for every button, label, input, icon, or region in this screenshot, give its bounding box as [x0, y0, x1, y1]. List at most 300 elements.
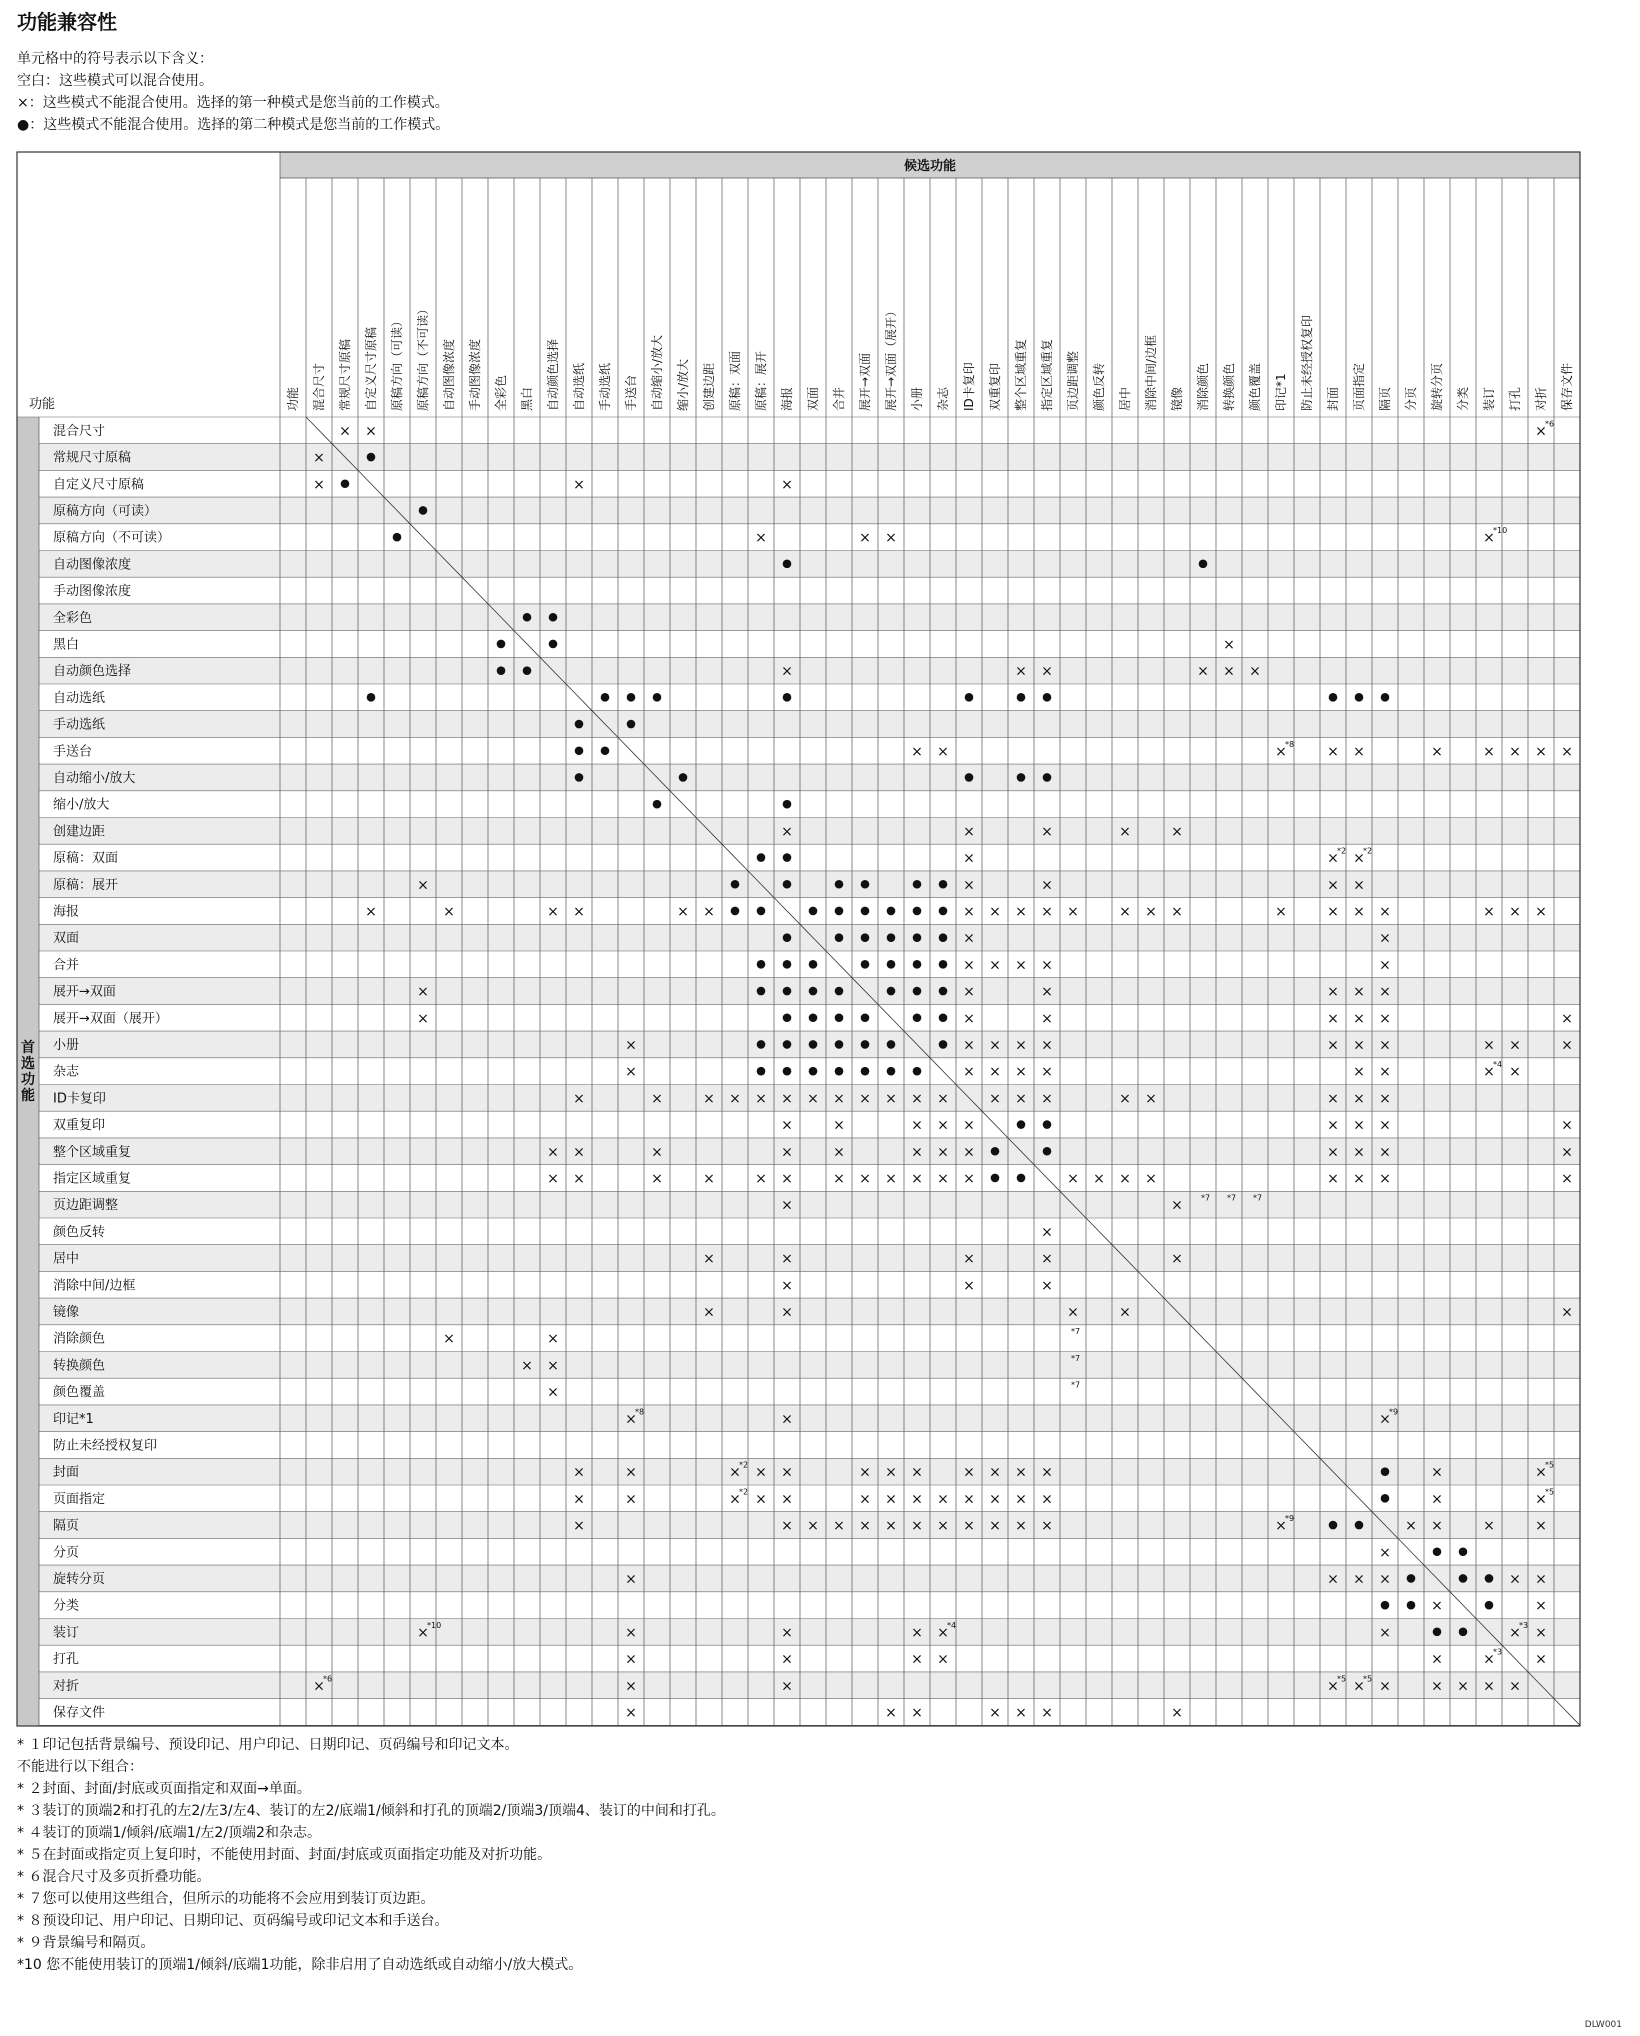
dot-mark [809, 907, 818, 916]
cross-mark: × [1431, 1651, 1443, 1668]
cross-mark: × [1041, 1464, 1053, 1481]
cross-mark: × [1015, 1704, 1027, 1721]
row-label: 消除颜色 [53, 1331, 106, 1347]
footnote-ref: *8 [635, 1407, 645, 1417]
dot-mark [861, 1040, 870, 1049]
row-band [39, 1405, 1580, 1432]
cross-mark: × [1067, 1304, 1079, 1321]
cross-mark: × [781, 1170, 793, 1187]
cross-mark: × [781, 1624, 793, 1641]
footnote-ref: *7 [1071, 1380, 1081, 1390]
cross-mark: × [573, 1464, 585, 1481]
dot-mark [861, 1013, 870, 1022]
row-label: 展开→双面（展开） [53, 1011, 168, 1027]
cross-mark: × [1041, 984, 1053, 1001]
cross-mark: × [625, 1651, 637, 1668]
cross-mark: × [1431, 1518, 1443, 1535]
cross-mark: × [1015, 903, 1027, 920]
cross-mark: × [1015, 663, 1027, 680]
column-header: 合并 [832, 386, 846, 411]
dot-mark [835, 1013, 844, 1022]
cross-mark: × [365, 903, 377, 920]
cross-mark: × [1041, 1037, 1053, 1054]
cross-mark: × [1119, 1090, 1131, 1107]
cross-mark: × [521, 1357, 533, 1374]
cross-mark: × [781, 1144, 793, 1161]
footnote: * ９背景编号和隔页。 [17, 1935, 155, 1951]
dot-mark [939, 1040, 948, 1049]
footnote: * ２封面、封面/封底或页面指定和双面→单面。 [17, 1781, 311, 1797]
column-header: 隔页 [1378, 386, 1392, 411]
cross-mark: × [755, 1464, 767, 1481]
cross-mark: × [1379, 1411, 1391, 1428]
cross-mark: × [1041, 1251, 1053, 1268]
dot-mark [835, 880, 844, 889]
cross-mark: × [1015, 1090, 1027, 1107]
cross-mark: × [1353, 984, 1365, 1001]
cross-mark: × [1119, 823, 1131, 840]
cross-mark: × [1041, 1491, 1053, 1508]
cross-mark: × [963, 1464, 975, 1481]
column-header: 全彩色 [494, 374, 508, 411]
cross-mark: × [911, 1170, 923, 1187]
cross-mark: × [937, 1651, 949, 1668]
cross-mark: × [963, 903, 975, 920]
cross-mark: × [1041, 1224, 1053, 1241]
dot-mark [913, 933, 922, 942]
row-label: 常规尺寸原稿 [53, 450, 132, 466]
cross-mark: × [755, 1090, 767, 1107]
column-header: 打孔 [1508, 386, 1522, 411]
row-label: 装订 [53, 1625, 80, 1641]
row-label: 小册 [53, 1037, 80, 1053]
cross-mark: × [417, 877, 429, 894]
cross-mark: × [1353, 1064, 1365, 1081]
row-label: 整个区域重复 [53, 1144, 132, 1160]
cross-mark: × [547, 1357, 559, 1374]
column-header: 镜像 [1170, 386, 1184, 411]
dot-mark [1329, 1521, 1338, 1530]
footnote: * ７您可以使用这些组合，但所示的功能将不会应用到装订页边距。 [17, 1891, 435, 1907]
footnote-ref: *3 [1519, 1620, 1529, 1630]
cross-mark: × [963, 1144, 975, 1161]
cross-mark: × [885, 1170, 897, 1187]
cross-mark: × [547, 1331, 559, 1348]
cross-mark: × [1535, 1598, 1547, 1615]
cross-mark: × [625, 1464, 637, 1481]
footnote: * ８预设印记、用户印记、日期印记、页码编号或印记文本和手送台。 [17, 1913, 449, 1929]
footnote-ref: *3 [1493, 1647, 1503, 1657]
diagonal-line [306, 417, 332, 444]
column-header: 杂志 [936, 386, 950, 411]
cross-mark: × [833, 1090, 845, 1107]
row-label: 展开→双面 [53, 984, 116, 1000]
footnote-ref: *10 [1493, 526, 1508, 536]
cross-mark: × [781, 1277, 793, 1294]
cross-mark: × [963, 930, 975, 947]
cross-mark: × [573, 1144, 585, 1161]
cross-mark: × [1509, 1037, 1521, 1054]
dot-mark [783, 933, 792, 942]
footnote-ref: *8 [1285, 739, 1295, 749]
column-header: 手动图像浓度 [468, 338, 482, 411]
cross-mark: × [885, 1704, 897, 1721]
footnote: * ５在封面或指定页上复印时，不能使用封面、封面/封底或页面指定功能及对折功能。 [17, 1847, 552, 1863]
row-band [39, 444, 1580, 471]
cross-mark: × [703, 1251, 715, 1268]
dot-mark [913, 1067, 922, 1076]
row-label: 分类 [53, 1598, 80, 1614]
cross-mark: × [1353, 1010, 1365, 1027]
dot-mark [887, 960, 896, 969]
cross-mark: × [989, 1518, 1001, 1535]
dot-mark [627, 693, 636, 702]
cross-mark: × [989, 903, 1001, 920]
cross-mark: × [911, 1651, 923, 1668]
diagonal-line [514, 631, 540, 658]
column-header: 缩小/放大 [676, 358, 690, 411]
cross-mark: × [1379, 1624, 1391, 1641]
row-label: 自动图像浓度 [53, 557, 132, 573]
row-band [39, 818, 1580, 845]
dot-mark [497, 640, 506, 649]
dot-mark [549, 640, 558, 649]
cross-mark: × [781, 1678, 793, 1695]
cross-mark: × [1327, 1678, 1339, 1695]
row-label: 混合尺寸 [53, 423, 106, 439]
column-header: 双面 [806, 386, 820, 411]
cross-mark: × [963, 1491, 975, 1508]
cross-mark: × [963, 984, 975, 1001]
cross-mark: × [677, 903, 689, 920]
row-band [39, 551, 1580, 578]
cross-mark: × [1379, 984, 1391, 1001]
dot-mark [783, 960, 792, 969]
cross-mark: × [963, 1037, 975, 1054]
footnote-ref: *7 [1201, 1193, 1211, 1203]
column-header: 防止未经授权复印 [1300, 314, 1314, 411]
cross-mark: × [625, 1571, 637, 1588]
cross-mark: × [937, 1144, 949, 1161]
cross-mark: × [1561, 1117, 1573, 1134]
page-title: 功能兼容性 [17, 10, 117, 34]
dot-mark [731, 907, 740, 916]
dot-mark [341, 479, 350, 488]
dot-mark [835, 987, 844, 996]
row-label: 旋转分页 [53, 1571, 106, 1587]
cross-mark: × [989, 1090, 1001, 1107]
dot-mark [861, 1067, 870, 1076]
column-header: 原稿：展开 [754, 350, 768, 411]
cross-mark: × [1223, 636, 1235, 653]
column-header: 展开→双面 [858, 352, 872, 411]
cross-mark: × [989, 957, 1001, 974]
cross-mark: × [885, 1090, 897, 1107]
cross-mark: × [625, 1411, 637, 1428]
cross-mark: × [885, 1518, 897, 1535]
column-header: 旋转分页 [1430, 362, 1444, 411]
dot-mark [783, 800, 792, 809]
cross-mark: × [859, 1491, 871, 1508]
dot-mark [939, 1013, 948, 1022]
row-band [39, 604, 1580, 631]
dot-mark [887, 1040, 896, 1049]
dot-mark [835, 1040, 844, 1049]
row-label: 自动缩小/放大 [53, 770, 136, 786]
dot-mark [783, 853, 792, 862]
column-header: 小册 [910, 386, 924, 411]
cross-mark: × [755, 530, 767, 547]
legend-line: ●：这些模式不能混合使用。选择的第二种模式是您当前的工作模式。 [17, 117, 450, 133]
cross-mark: × [1379, 1064, 1391, 1081]
diagonal-line [1138, 1271, 1164, 1298]
row-label: 页面指定 [53, 1491, 106, 1507]
footnote-ref: *7 [1071, 1353, 1081, 1363]
row-group-label-char: 功 [21, 1072, 35, 1089]
dot-mark [497, 666, 506, 675]
dot-mark [809, 1067, 818, 1076]
row-label: 手动图像浓度 [53, 584, 132, 600]
row-label: 隔页 [53, 1518, 80, 1534]
column-header: 页边距调整 [1066, 350, 1080, 411]
row-label: 原稿：展开 [53, 877, 119, 893]
cross-mark: × [1483, 1037, 1495, 1054]
footnote: 不能进行以下组合： [17, 1759, 143, 1775]
cross-mark: × [859, 1090, 871, 1107]
dot-mark [575, 720, 584, 729]
cross-mark: × [781, 1518, 793, 1535]
cross-mark: × [547, 903, 559, 920]
cross-mark: × [1561, 1170, 1573, 1187]
dot-mark [1199, 560, 1208, 569]
cross-mark: × [573, 476, 585, 493]
cross-mark: × [1353, 903, 1365, 920]
footnote-ref: *10 [427, 1620, 442, 1630]
diagonal-line [1554, 1699, 1580, 1726]
cross-mark: × [1379, 1090, 1391, 1107]
cross-mark: × [781, 476, 793, 493]
row-label: 指定区域重复 [53, 1171, 132, 1187]
cross-mark: × [1535, 1491, 1547, 1508]
cross-mark: × [781, 823, 793, 840]
cross-mark: × [1353, 1037, 1365, 1054]
column-header: 原稿方向（不可读） [416, 302, 430, 411]
row-band [39, 711, 1580, 738]
cross-mark: × [417, 1624, 429, 1641]
cross-mark: × [1379, 1678, 1391, 1695]
dot-mark [1043, 1120, 1052, 1129]
cross-mark: × [547, 1170, 559, 1187]
cross-mark: × [911, 1518, 923, 1535]
cross-mark: × [1327, 903, 1339, 920]
row-label: 打孔 [53, 1652, 80, 1668]
cross-mark: × [1379, 1037, 1391, 1054]
diagonal-line [410, 524, 436, 551]
dot-mark [757, 907, 766, 916]
dot-mark [601, 693, 610, 702]
cross-mark: × [781, 1651, 793, 1668]
cross-mark: × [1353, 1090, 1365, 1107]
column-header: 双重复印 [988, 362, 1002, 411]
candidate-header-label: 候选功能 [903, 159, 957, 174]
cross-mark: × [885, 1464, 897, 1481]
dot-mark [1355, 1521, 1364, 1530]
diagonal-line [1190, 1325, 1216, 1352]
cross-mark: × [1483, 1651, 1495, 1668]
cross-mark: × [1535, 903, 1547, 920]
dot-mark [887, 907, 896, 916]
cross-mark: × [963, 1277, 975, 1294]
cross-mark: × [1275, 743, 1287, 760]
cross-mark: × [1431, 1491, 1443, 1508]
legend-line: 空白：这些模式可以混合使用。 [17, 73, 213, 89]
dot-mark [731, 880, 740, 889]
row-band [39, 497, 1580, 524]
cross-mark: × [1145, 1090, 1157, 1107]
cross-mark: × [807, 1090, 819, 1107]
column-header: 颜色反转 [1092, 362, 1106, 411]
cross-mark: × [1353, 743, 1365, 760]
dot-mark [939, 987, 948, 996]
column-header: 居中 [1118, 386, 1132, 411]
cross-mark: × [1041, 957, 1053, 974]
footnote-ref: *4 [1493, 1060, 1503, 1070]
cross-mark: × [1353, 1571, 1365, 1588]
dot-mark [1381, 1494, 1390, 1503]
dot-mark [1017, 693, 1026, 702]
cross-mark: × [755, 1491, 767, 1508]
column-header: 创建边距 [702, 362, 716, 411]
cross-mark: × [1015, 1491, 1027, 1508]
cross-mark: × [859, 1170, 871, 1187]
row-label: ID卡复印 [53, 1091, 106, 1107]
dot-mark [601, 746, 610, 755]
cross-mark: × [573, 1090, 585, 1107]
cross-mark: × [833, 1518, 845, 1535]
cross-mark: × [443, 903, 455, 920]
cross-mark: × [781, 1251, 793, 1268]
row-label: 颜色覆盖 [53, 1385, 106, 1401]
row-band [39, 871, 1580, 898]
diagonal-line [358, 470, 384, 497]
cross-mark: × [651, 1090, 663, 1107]
dot-mark [861, 880, 870, 889]
legend-line: ×：这些模式不能混合使用。选择的第一种模式是您当前的工作模式。 [17, 95, 449, 111]
cross-mark: × [1509, 743, 1521, 760]
cross-mark: × [1379, 1571, 1391, 1588]
cross-mark: × [1353, 1117, 1365, 1134]
dot-mark [991, 1147, 1000, 1156]
cross-mark: × [1223, 663, 1235, 680]
cross-mark: × [1041, 877, 1053, 894]
cross-mark: × [1561, 1144, 1573, 1161]
column-header: 印记*1 [1274, 373, 1288, 411]
dot-mark [913, 907, 922, 916]
row-label: 手动选纸 [53, 717, 106, 733]
row-label: 原稿方向（可读） [53, 503, 158, 519]
cross-mark: × [1509, 1064, 1521, 1081]
cross-mark: × [1145, 1170, 1157, 1187]
cross-mark: × [989, 1704, 1001, 1721]
row-label: 双重复印 [53, 1118, 106, 1134]
cross-mark: × [573, 1491, 585, 1508]
dot-mark [939, 933, 948, 942]
row-label: 消除中间/边框 [53, 1278, 136, 1294]
cross-mark: × [625, 1704, 637, 1721]
cross-mark: × [1119, 1304, 1131, 1321]
dot-mark [679, 773, 688, 782]
cross-mark: × [547, 1144, 559, 1161]
column-header: 手动选纸 [598, 362, 612, 411]
dot-mark [913, 880, 922, 889]
cross-mark: × [1327, 1010, 1339, 1027]
dot-mark [913, 960, 922, 969]
cross-mark: × [911, 1624, 923, 1641]
dot-mark [1043, 693, 1052, 702]
dot-mark [1459, 1574, 1468, 1583]
cross-mark: × [1119, 1170, 1131, 1187]
cross-mark: × [417, 984, 429, 1001]
row-band [39, 1565, 1580, 1592]
cross-mark: × [911, 1491, 923, 1508]
footnote-ref: *9 [1389, 1407, 1399, 1417]
column-header: 分页 [1404, 386, 1418, 411]
column-header: 自动缩小/放大 [650, 334, 664, 411]
diagonal-line [618, 737, 644, 764]
cross-mark: × [1535, 1651, 1547, 1668]
footnote: * ３装订的顶端2和打孔的左2/左3/左4、装订的左2/底端1/倾斜和打孔的顶端2/顶端3/顶端4、装订的中间和打孔。 [17, 1803, 725, 1819]
footnote: *10 您不能使用装订的顶端1/倾斜/底端1功能，除非启用了自动选纸或自动缩小/放大模式。 [17, 1957, 583, 1973]
cross-mark: × [573, 1170, 585, 1187]
cross-mark: × [1561, 1010, 1573, 1027]
cross-mark: × [1535, 1571, 1547, 1588]
row-label: 海报 [53, 904, 80, 920]
row-label: 手送台 [53, 744, 93, 760]
cross-mark: × [625, 1064, 637, 1081]
footnote-ref: *6 [1545, 419, 1555, 429]
cross-mark: × [1327, 877, 1339, 894]
cross-mark: × [1457, 1678, 1469, 1695]
cross-mark: × [1379, 1544, 1391, 1561]
dot-mark [1407, 1601, 1416, 1610]
cross-mark: × [833, 1117, 845, 1134]
footnote: * １印记包括背景编号、预设印记、用户印记、日期印记、页码编号和印记文本。 [17, 1737, 519, 1753]
footnote-ref: *4 [947, 1620, 957, 1630]
dot-mark [757, 1067, 766, 1076]
footnote-ref: *7 [1071, 1327, 1081, 1337]
cross-mark: × [1509, 1624, 1521, 1641]
dot-mark [1433, 1628, 1442, 1637]
column-header: 自动颜色选择 [546, 338, 560, 411]
dot-mark [575, 773, 584, 782]
footnote-ref: *7 [1253, 1193, 1263, 1203]
cross-mark: × [885, 1491, 897, 1508]
cross-mark: × [1483, 1678, 1495, 1695]
diagonal-line [1034, 1165, 1060, 1192]
footnote: * ４装订的顶端1/倾斜/底端1/左2/顶端2和杂志。 [17, 1825, 321, 1841]
dot-mark [1043, 773, 1052, 782]
dot-mark [939, 960, 948, 969]
cross-mark: × [963, 1010, 975, 1027]
column-header: 功能 [286, 386, 300, 411]
row-label: 颜色反转 [53, 1224, 106, 1240]
dot-mark [1381, 1601, 1390, 1610]
cross-mark: × [1379, 1170, 1391, 1187]
cross-mark: × [937, 1170, 949, 1187]
row-label: 转换颜色 [53, 1358, 106, 1374]
cross-mark: × [443, 1331, 455, 1348]
row-label: 缩小/放大 [53, 797, 110, 813]
